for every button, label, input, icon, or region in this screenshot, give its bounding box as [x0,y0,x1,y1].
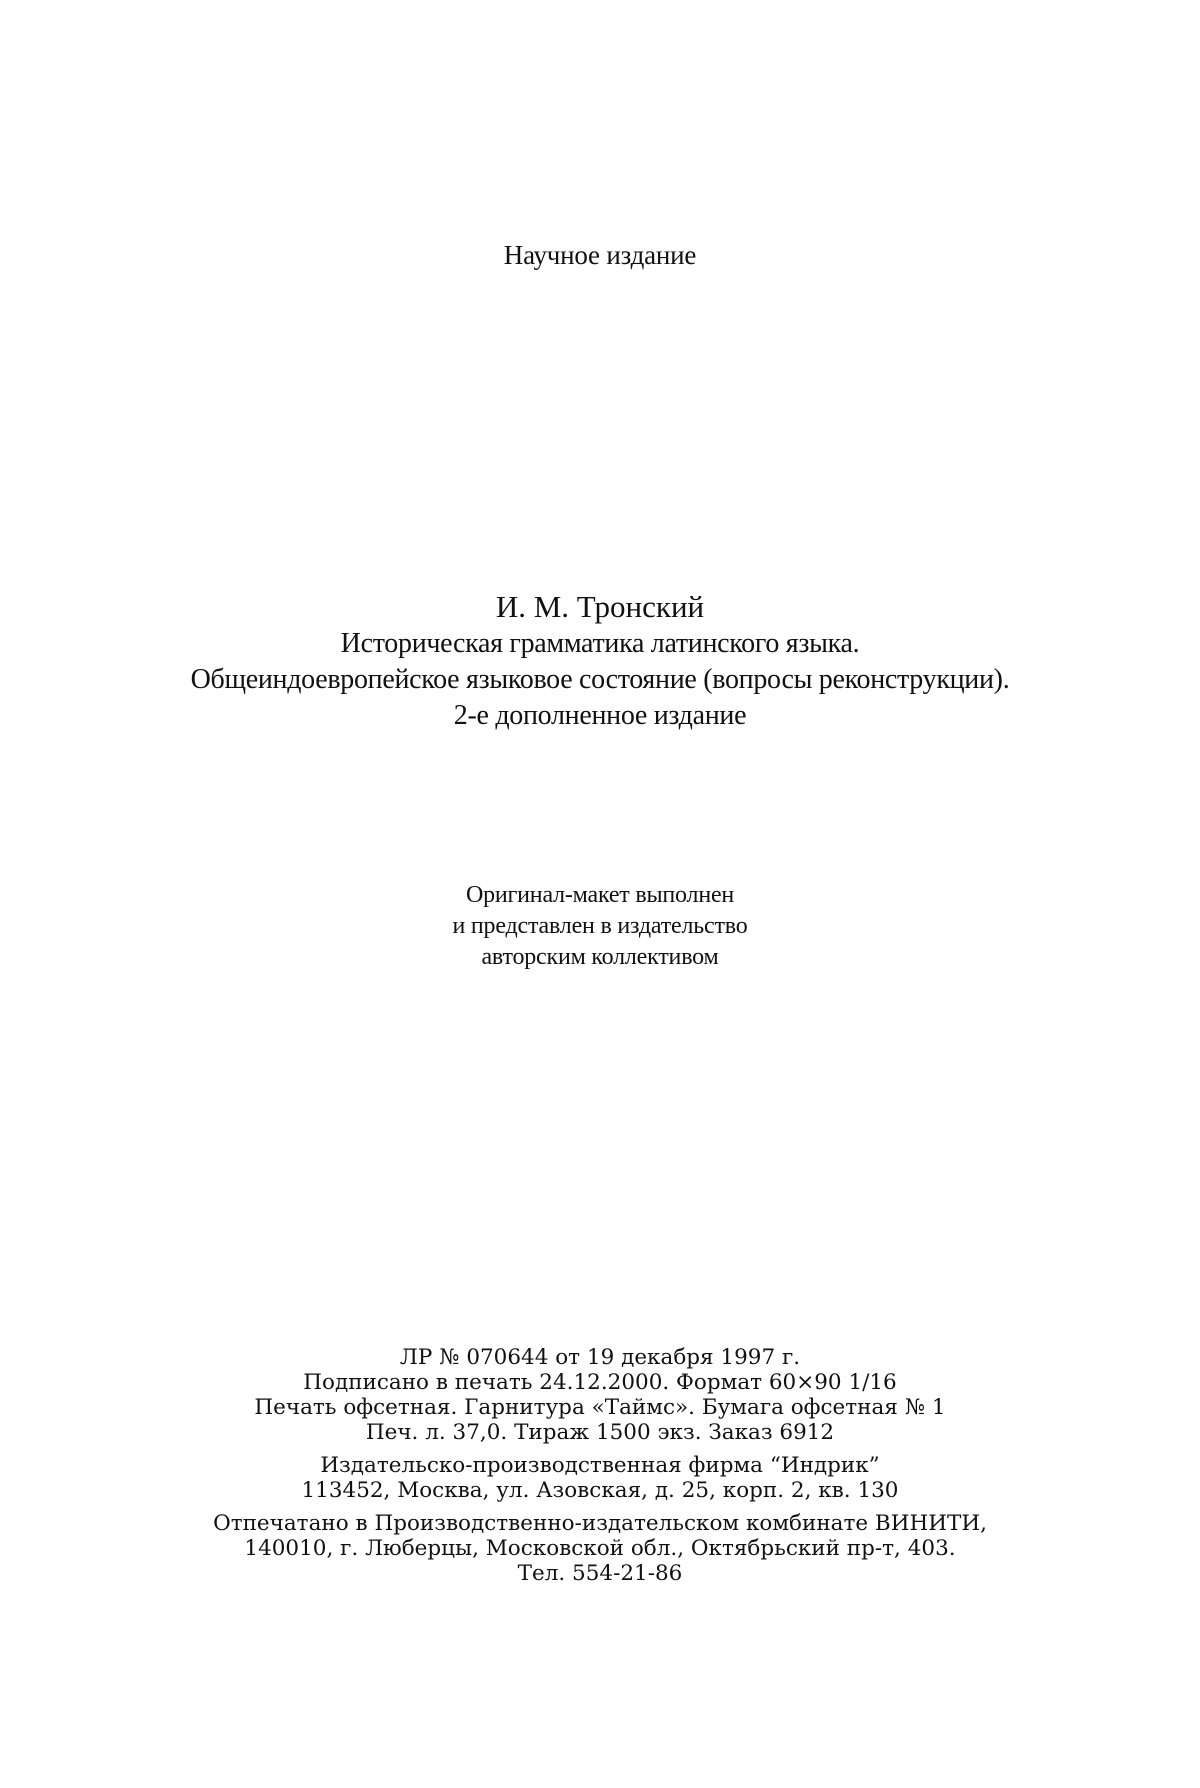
layout-credit-line-3: авторским коллективом [481,944,719,970]
printer-name: Отпечатано в Производственно-издательском комбинате ВИНИТИ, [213,1511,987,1536]
publisher-name: Издательско-производственная фирма “Индрик” [320,1453,880,1478]
publisher-address: 113452, Москва, ул. Азовская, д. 25, корп. 2, кв. 130 [301,1478,899,1503]
title-block [0,588,1200,734]
printer-phone: Тел. 554-21-86 [517,1561,683,1586]
edition-type-text: Научное издание [503,240,697,270]
imprint-block [0,1345,1200,1594]
print-info: Печать офсетная. Гарнитура «Таймс». Бумага офсетная № 1 [254,1395,946,1420]
edition-type-label [0,240,1200,271]
layout-credit-line-1: Оригинал-макет выполнен [465,882,735,908]
license-number: ЛР № 070644 от 19 декабря 1997 г. [399,1345,801,1370]
publisher-group [0,1453,1200,1503]
print-details-group [0,1345,1200,1445]
edition-statement: 2-е дополненное издание [453,700,747,731]
layout-credit-block [0,880,1200,973]
book-title-line-1: Историческая грамматика латинского языка. [340,628,860,659]
book-title-line-2: Общеиндоевропейское языковое состояние (вопросы реконструкции). [190,664,1010,695]
print-volume: Печ. л. 37,0. Тираж 1500 экз. Заказ 6912 [365,1420,835,1445]
layout-credit-line-2: и представлен в издательство [452,913,748,939]
printer-address: 140010, г. Люберцы, Московской обл., Октябрьский пр-т, 403. [244,1536,956,1561]
signed-to-print: Подписано в печать 24.12.2000. Формат 60×90 1/16 [303,1370,897,1395]
author-name: И. М. Тронский [495,589,705,624]
printer-group [0,1511,1200,1586]
